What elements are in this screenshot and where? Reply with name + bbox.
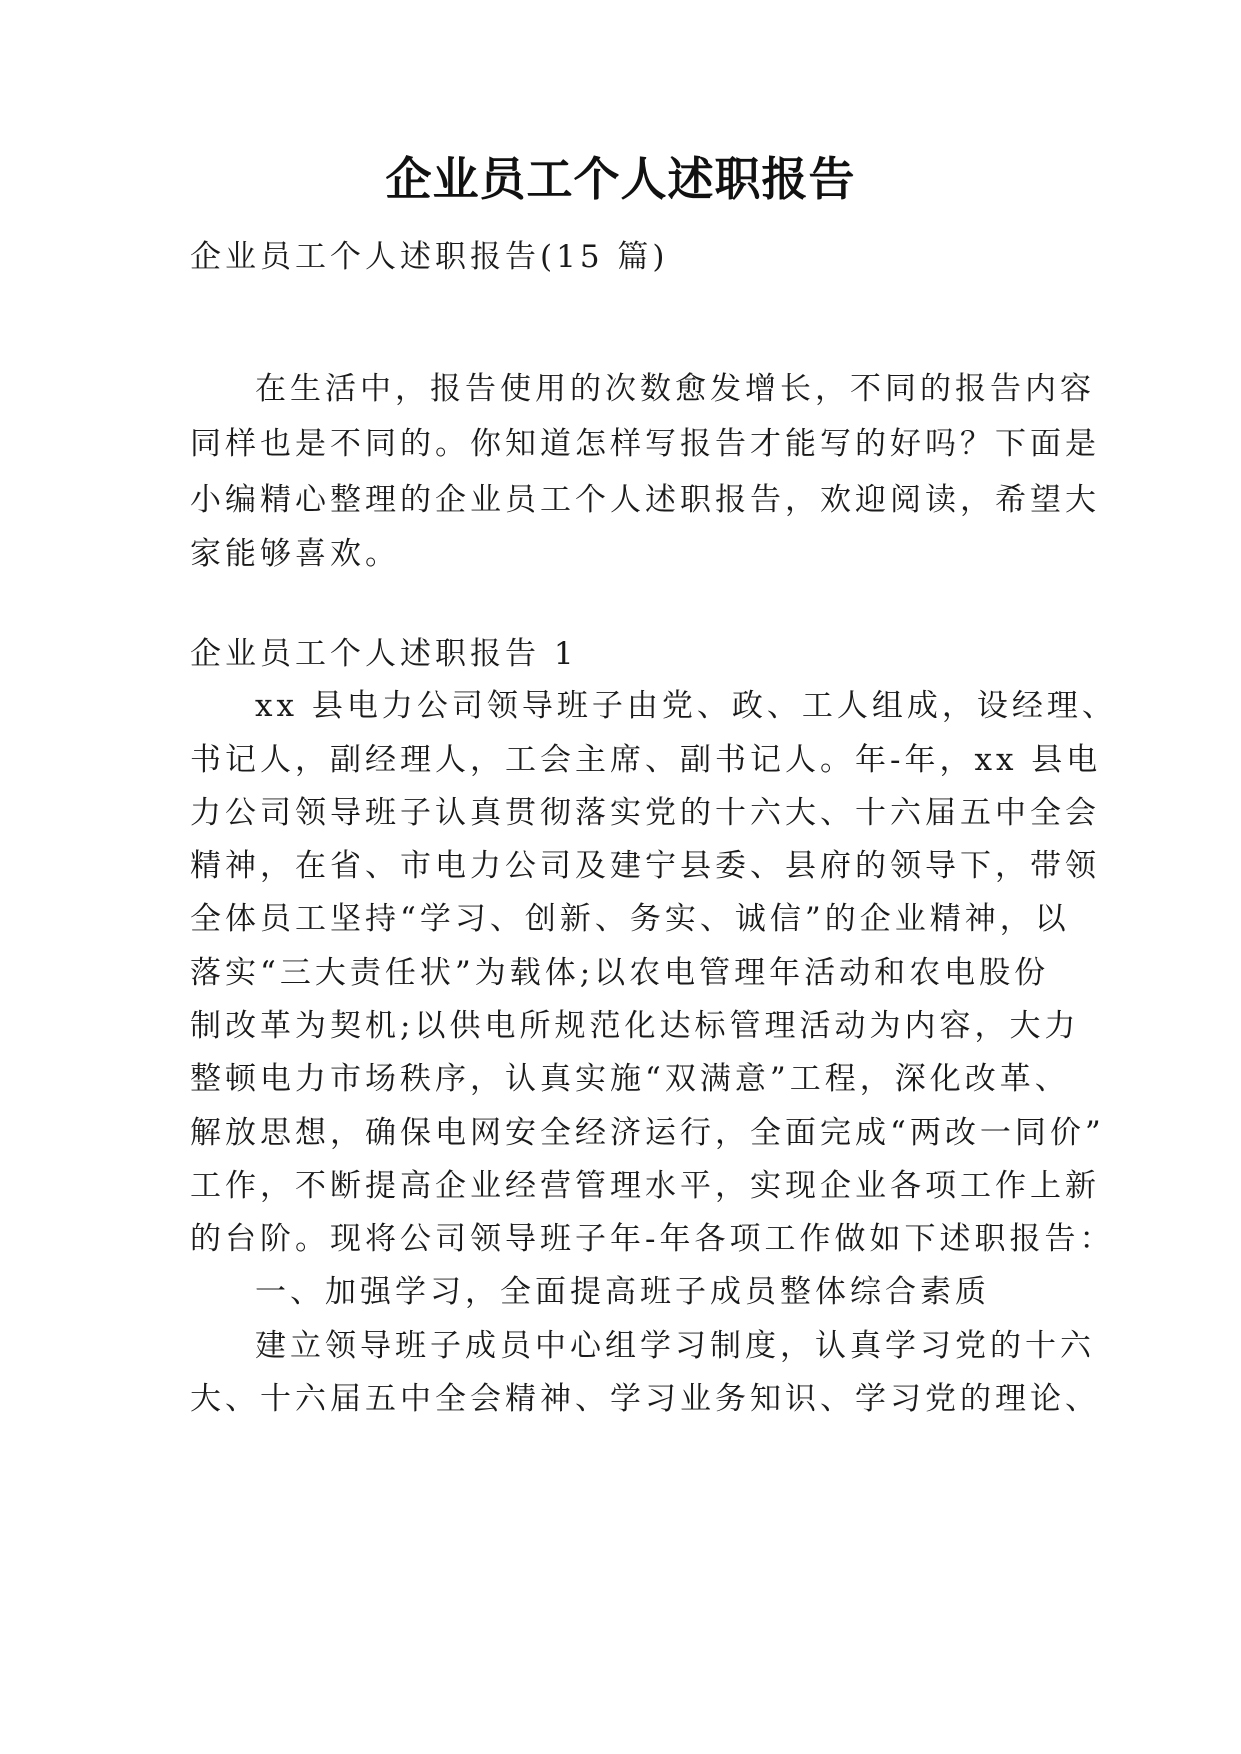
section-heading: 企业员工个人述职报告 1 [190,636,578,672]
body-line: 解放思想，确保电网安全经济运行，全面完成“两改一同价” [190,1115,1105,1151]
body-line: 的台阶。现将公司领导班子年-年各项工作做如下述职报告： [190,1221,1115,1257]
body-line: 全体员工坚持“学习、创新、务实、诚信”的企业精神，以 [190,901,1070,937]
body-line: xx 县电力公司领导班子由党、政、工人组成，设经理、 [255,688,1117,724]
document-subtitle: 企业员工个人述职报告(15 篇) [190,239,669,275]
document-title: 企业员工个人述职报告 [385,152,856,206]
intro-line: 在生活中，报告使用的次数愈发增长，不同的报告内容 [255,371,1095,407]
sub-heading: 一、加强学习，全面提高班子成员整体综合素质 [255,1274,990,1310]
body-line: 精神，在省、市电力公司及建宁县委、县府的领导下，带领 [190,848,1100,884]
body-line: 落实“三大责任状”为载体;以农电管理年活动和农电股份 [190,955,1050,991]
body-line: 制改革为契机;以供电所规范化达标管理活动为内容，大力 [190,1008,1080,1044]
intro-line: 同样也是不同的。你知道怎样写报告才能写的好吗？下面是 [190,426,1100,462]
body-line: 整顿电力市场秩序，认真实施“双满意”工程，深化改革、 [190,1061,1070,1097]
intro-line: 小编精心整理的企业员工个人述职报告，欢迎阅读，希望大 [190,482,1100,518]
intro-line: 家能够喜欢。 [190,536,400,572]
body-line: 工作，不断提高企业经营管理水平，实现企业各项工作上新 [190,1168,1100,1204]
body-line: 大、十六届五中全会精神、学习业务知识、学习党的理论、 [190,1381,1100,1417]
body-line: 力公司领导班子认真贯彻落实党的十六大、十六届五中全会 [190,795,1100,831]
body-line: 建立领导班子成员中心组学习制度，认真学习党的十六 [255,1328,1095,1364]
body-line: 书记人，副经理人，工会主席、副书记人。年-年，xx 县电 [190,742,1102,778]
